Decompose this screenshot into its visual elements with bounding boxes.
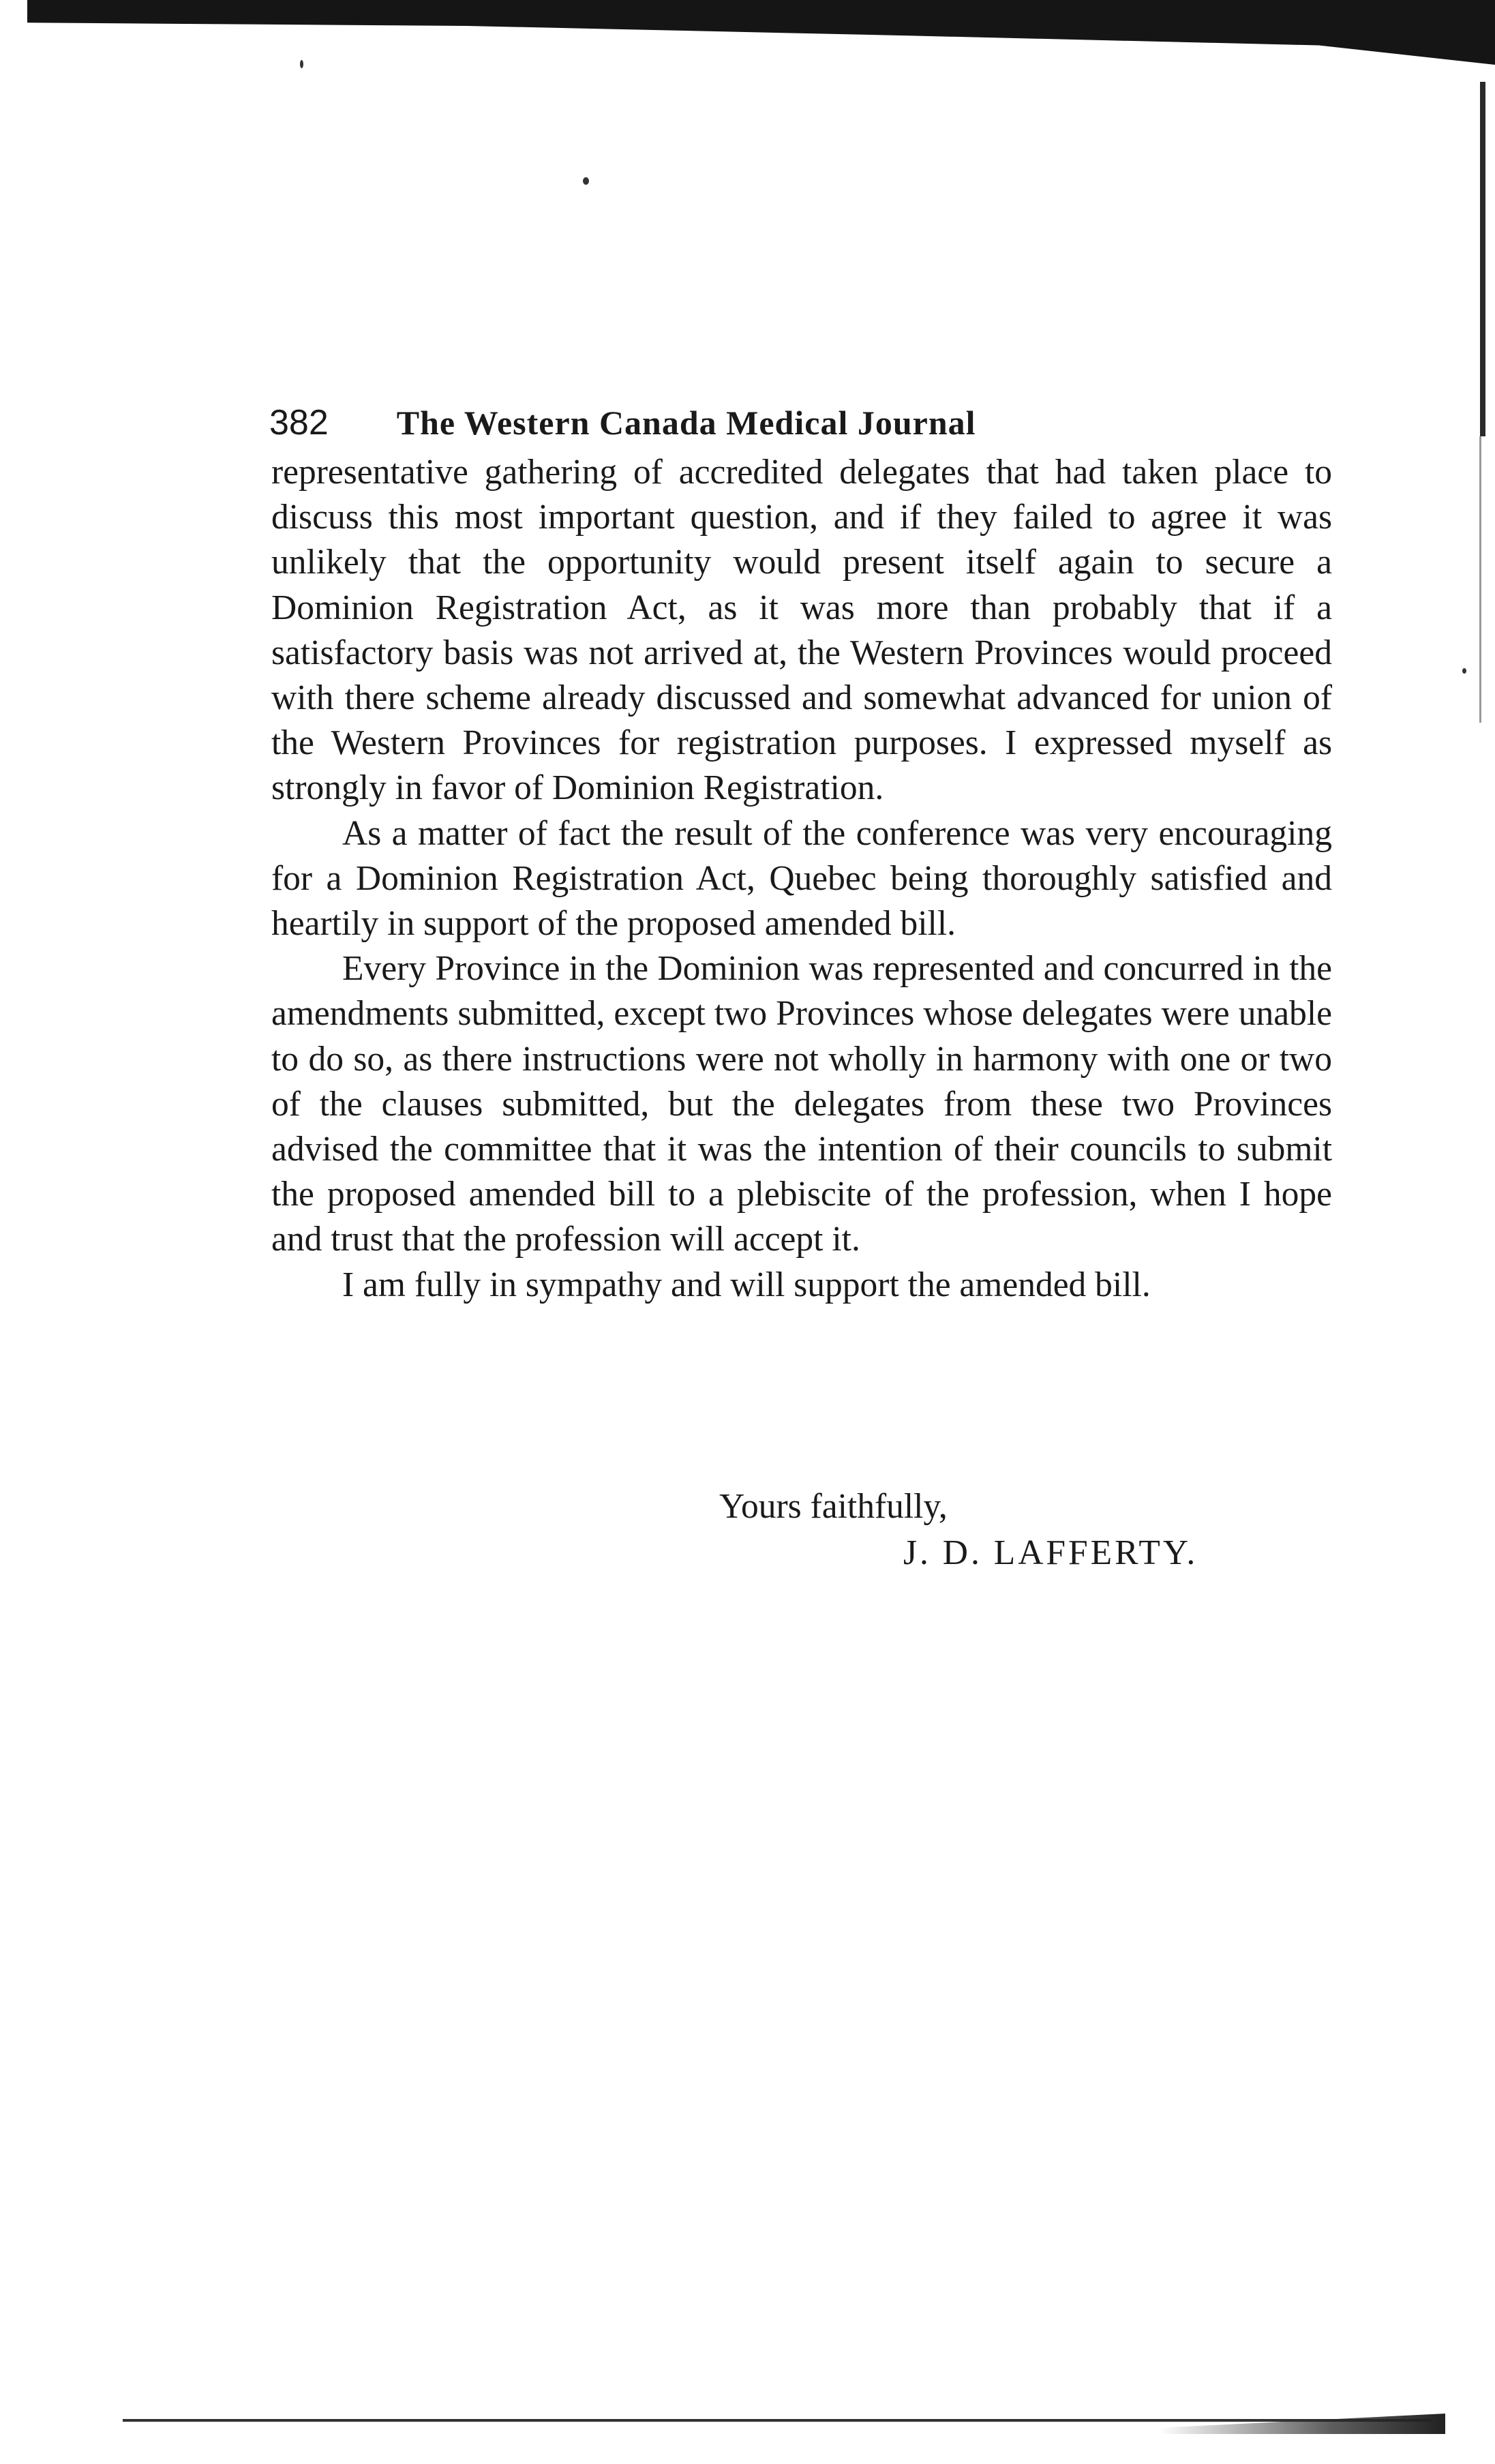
page-number: 382 xyxy=(269,403,329,442)
scan-speck xyxy=(1462,668,1466,674)
scan-border-bottom xyxy=(123,2419,1432,2422)
letter-body xyxy=(271,450,1332,1308)
scan-speck xyxy=(300,60,303,68)
scan-border-right xyxy=(1480,82,1485,436)
journal-title: The Western Canada Medical Journal xyxy=(396,404,976,442)
paragraph: As a matter of fact the result of the conference was very encouraging for a Dominion Registration Act, Quebec being thoroughly satisfied and heartily in support of the proposed amended bill. xyxy=(271,813,1332,944)
scan-border-right-faint xyxy=(1479,436,1481,723)
paragraph: I am fully in sympathy and will support the amended bill. xyxy=(342,1265,1151,1304)
scan-speck xyxy=(583,177,589,185)
letter-signature: J. D. LAFFERTY. xyxy=(903,1533,1198,1572)
letter-closing: Yours faithfully, xyxy=(719,1487,948,1526)
scan-smudge-bottom xyxy=(1159,2414,1445,2434)
paragraph: representative gathering of accredited delegates that had taken place to discuss this most important question, and if they failed to agree it was unlikely that the opportunity would present itself again to secure a Dominion Registration Act, as it was more than probably that if a satisfactory basis was not arrived at, the Western Provinces would proceed with there scheme already discussed and somewhat advanced for union of the Western Provinces for registration purposes. I expressed myself as strongly in favor of Dominion Registration. xyxy=(271,453,1332,808)
paragraph: Every Province in the Dominion was represented and concurred in the amendments submitted, except two Provinces whose delegates were unable to do so, as there instructions were not wholly in harmony with one or two of the clauses submitted, but the delegates from these two Provinces advised the committee that it was the intention of their councils to submit the proposed amended bill to a plebiscite of the profession, when I hope and trust that the profession will accept it. xyxy=(271,949,1332,1259)
running-head xyxy=(269,402,1149,457)
scan-border-top xyxy=(27,0,1495,65)
